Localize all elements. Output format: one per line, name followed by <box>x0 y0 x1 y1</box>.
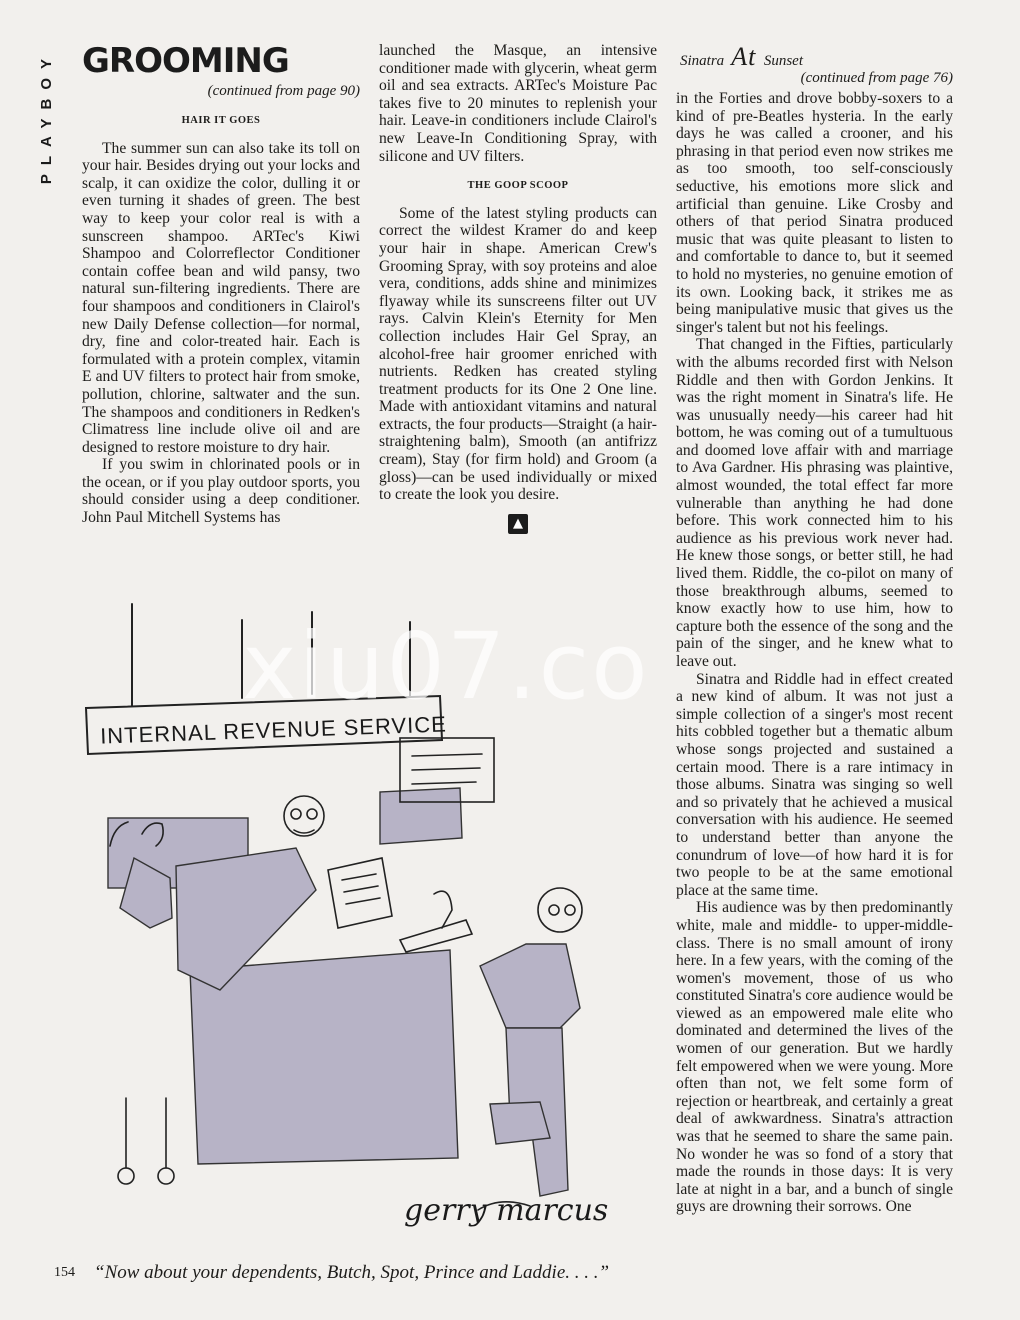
section-head-hair-it-goes: HAIR IT GOES <box>181 115 261 126</box>
grooming-paragraph: Some of the latest styling products can correct the wildest Kramer do and keep your hair in shape. American Crew's Grooming Spray, with soy proteins and aloe vera, conditions, adds shine and minimizes flyaway while its sunscreens filter out UV rays. Calvin Klein's Eternity for Men collection includes Hair Gel Spray, an alcohol-free hair groomer enriched with nutrients. Redken has created styling treatment products for its One 2 One line. Made with antioxidant vitamins and natural extracts, the four products—Straight (a hair-straightening balm), Smooth (an antifrizz cream), Stay (for firm hold) and Groom (a gloss)—can be used individually or mixed to create the look you desire. <box>379 204 657 504</box>
page-number: 154 <box>54 1265 75 1280</box>
rabbit-head-end-icon: ▲ <box>508 514 528 534</box>
sinatra-paragraph: His audience was by then predominantly white, male and middle- to upper-middle-class. There is no small amount of irony here. In a few years, with the coming of the women's movement, those of us who constituted Sinatra's core audience would be viewed as an empowered male elite who dominated and determined the lives of the women of our generation. But we hardly felt empowered when we were young. More often than not, we felt some form of rejection or heartbreak, and certainly a great deal of awkwardness. Sinatra's attraction was that he seemed to share the same pain. No wonder he was so fond of a story that made the rounds in those days: It is very late at night in a bar, and a bunch of single guys are drowning their sorrows. One <box>676 899 953 1216</box>
grooming-column-1 <box>82 42 360 527</box>
grooming-paragraph: If you swim in chlorinated pools or in the ocean, or if you play outdoor sports, you should consider using a deep conditioner. John Paul Mitchell Systems has <box>82 456 360 527</box>
running-head: PLAYBOY <box>38 50 55 185</box>
sinatra-paragraph: Sinatra and Riddle had in effect created a new kind of album. It was not just a simple collection of a singer's most recent hits cobbled together but a thematic album whose songs projected and sustained a certain mood. There is a rare intimacy in those albums. Sinatra was singing so well and so privately that he achieved a musical conversation with his audience. He seemed to understand better than anyone the conundrum of love—of how hard it is for two people to be at the same emotional place at the same time. <box>676 670 953 899</box>
sinatra-paragraph: That changed in the Fifties, particularly with the albums recorded first with Nelson Riddle and then with Gordon Jenkins. It was the right moment in Sinatra's life. He was unusually needy—his career had hit bottom, he was coming out of a tumultuous and doomed love affair with and marriage to Ava Gardner. His phrasing was plaintive, almost wounded, the total effect far more vulnerable than anything he had done before. This work connected him to his audience as his previous work never had. He knew those songs, or better still, he had lived them. Riddle, the co-pilot on many of those breakthrough albums, seemed to know exactly how to use him, how to capture both the essence of the song and the pain of the singer, and he knew what to leave out. <box>676 336 953 670</box>
grooming-title: GROOMING <box>82 41 289 81</box>
sinatra-paragraph: in the Forties and drove bobby-soxers to a kind of pre-Beatles hysteria. In the early days he was called a crooner, and his phrasing in that period even now strikes me as too smooth, too self-consciously seductive, his emotions more slick and artificial than genuine. Like Crosby and others of that period Sinatra produced music that was quite pleasant to listen to and comfortable to dance to, but it seemed to hold no mysteries, no genuine emotion of its own. Looking back, it strikes me as being manipulative music that gives us the singer's talent but not his feelings. <box>676 90 953 336</box>
sinatra-title: Sinatra At Sunset <box>680 42 803 71</box>
grooming-continued-note: (continued from page 90) <box>207 83 360 99</box>
watermark: xiu07.co <box>242 613 650 720</box>
grooming-paragraph: The summer sun can also take its toll on your hair. Besides drying out your locks and scalp, it can oxidize the color, dulling it or even turning it shades of green. The best way to keep your color real is with a sunscreen shampoo. ARTec's Kiwi Shampoo and Colorreflector Conditioner contain coffee bean and wild pansy, two natural sun-filtering ingredients. There are four shampoos and conditioners in Clairol's new Daily Defense collection—for normal, dry, fine and color-treated hair. Each is formulated with a protein complex, vitamin E and UV filters to protect hair from smoke, pollution, chlorine, saltwater and the sun. The shampoos and conditioners in Redken's Climatress line include olive oil and are designed to restore moisture to dry hair. <box>82 139 360 456</box>
sinatra-continued-note: (continued from page 76) <box>800 70 953 86</box>
cartoon-caption: “Now about your dependents, Butch, Spot, Prince and Laddie. . . .” <box>94 1262 610 1283</box>
sinatra-column <box>676 42 953 1216</box>
section-head-goop-scoop: THE GOOP SCOOP <box>467 180 569 192</box>
grooming-paragraph: launched the Masque, an intensive conditioner made with glycerin, wheat germ oil and sea extracts. ARTec's Moisture Pac takes five to 20 minutes to replenish your hair. Leave-in conditioners include Clairol's new Leave-In Conditioning Spray, with silicone and UV filters. <box>379 42 657 165</box>
cartoonist-signature: gerry marcus <box>404 1193 609 1228</box>
grooming-column-2 <box>379 42 657 534</box>
irs-sign-text: INTERNAL REVENUE SERVICE <box>99 711 448 749</box>
cartoon-illustration <box>80 598 662 1246</box>
